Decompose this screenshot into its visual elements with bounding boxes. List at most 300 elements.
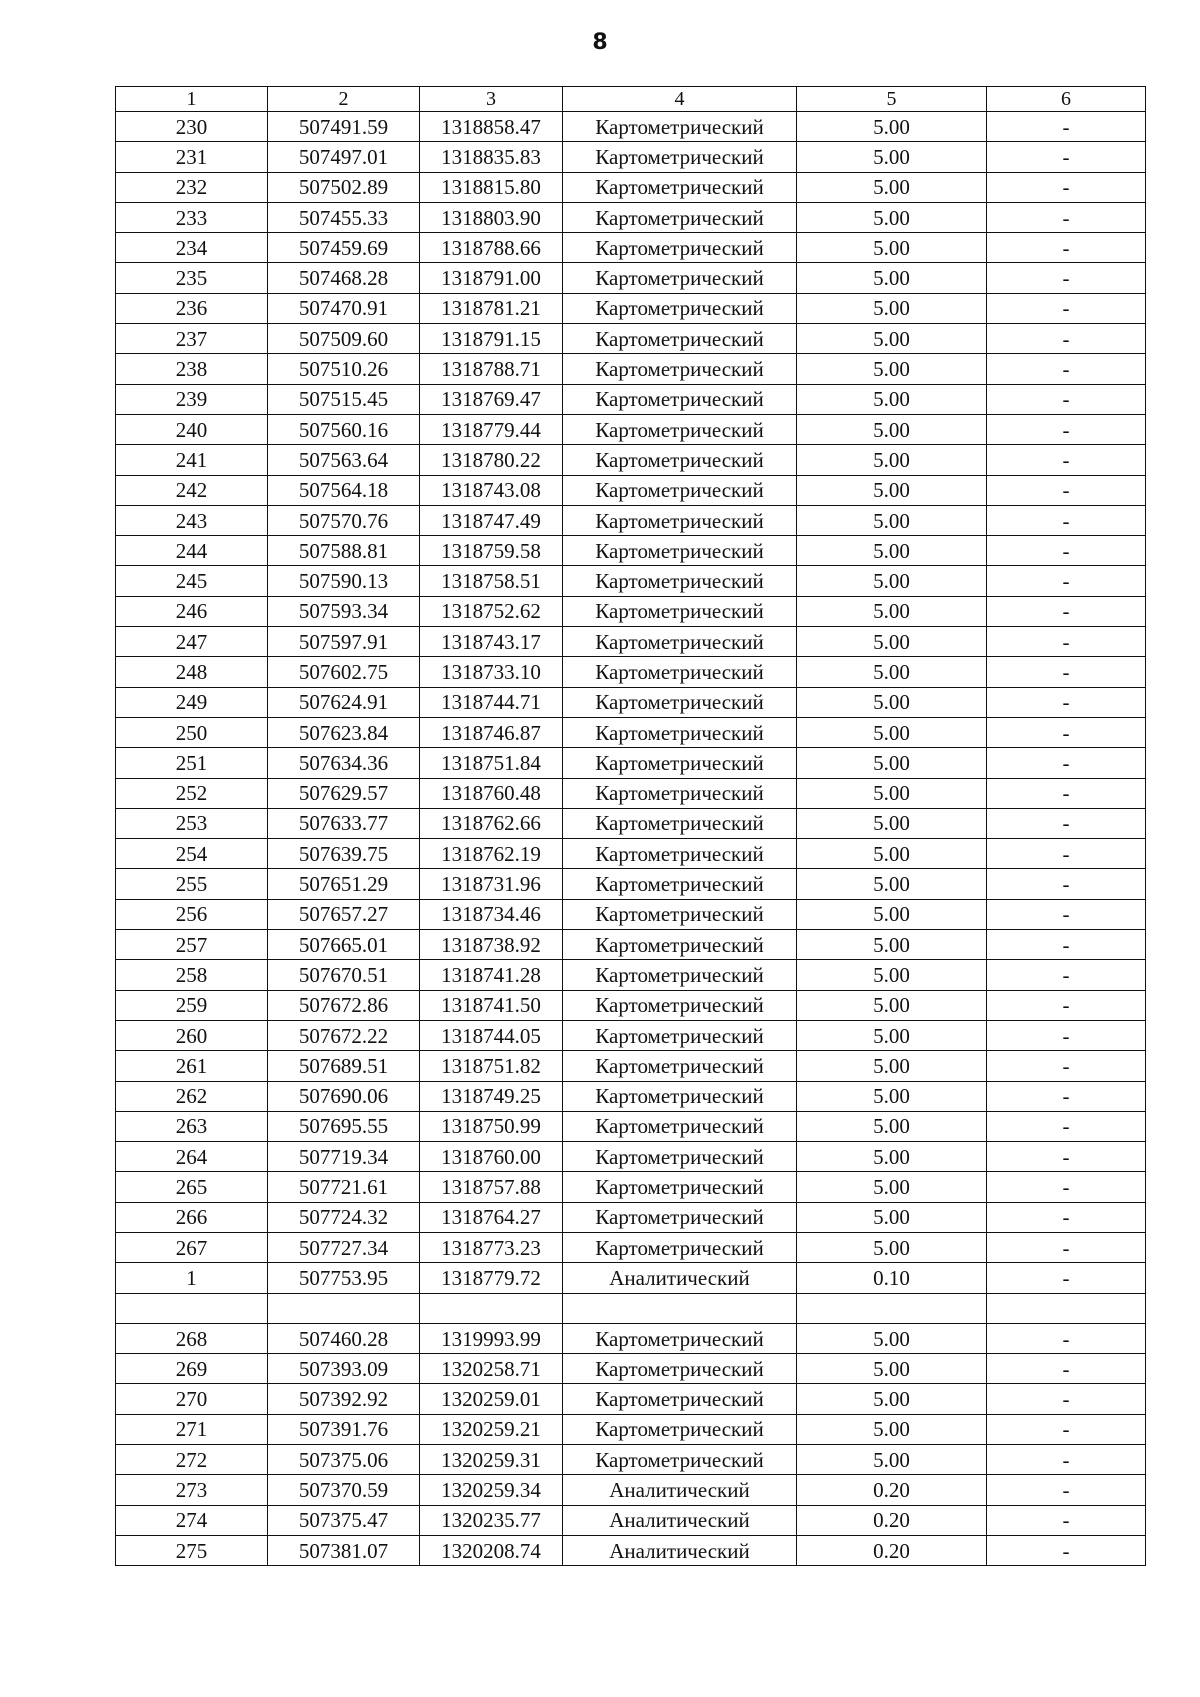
table-cell: Картометрический xyxy=(563,233,797,263)
table-cell: 507509.60 xyxy=(268,324,420,354)
table-cell: 507563.64 xyxy=(268,445,420,475)
table-row xyxy=(116,324,1146,354)
table-cell: 5.00 xyxy=(797,1081,987,1111)
table-cell: 5.00 xyxy=(797,324,987,354)
table-cell: 255 xyxy=(116,869,268,899)
column-header-3: 3 xyxy=(420,87,563,112)
table-cell: - xyxy=(987,324,1146,354)
table-cell: 1318760.00 xyxy=(420,1142,563,1172)
table-row xyxy=(116,960,1146,990)
table-cell: - xyxy=(987,990,1146,1020)
table-cell: Картометрический xyxy=(563,839,797,869)
table-cell: 507590.13 xyxy=(268,566,420,596)
table-cell: 0.20 xyxy=(797,1505,987,1535)
table-cell: 275 xyxy=(116,1535,268,1565)
table-cell xyxy=(420,1293,563,1323)
table-cell: - xyxy=(987,1445,1146,1475)
table-cell: 5.00 xyxy=(797,384,987,414)
table-cell: 0.20 xyxy=(797,1535,987,1565)
table-cell: 265 xyxy=(116,1172,268,1202)
table-cell: 257 xyxy=(116,930,268,960)
table-cell: 1318781.21 xyxy=(420,293,563,323)
table-cell: 241 xyxy=(116,445,268,475)
table-cell: Картометрический xyxy=(563,596,797,626)
table-cell: - xyxy=(987,1354,1146,1384)
table-cell: 507393.09 xyxy=(268,1354,420,1384)
table-cell: - xyxy=(987,687,1146,717)
table-cell: 243 xyxy=(116,505,268,535)
table-cell: Картометрический xyxy=(563,414,797,444)
table-row xyxy=(116,1202,1146,1232)
table-cell: 507375.06 xyxy=(268,1445,420,1475)
table-cell: - xyxy=(987,233,1146,263)
table-cell: Картометрический xyxy=(563,445,797,475)
table-cell: - xyxy=(987,505,1146,535)
table-cell: 1318762.19 xyxy=(420,839,563,869)
table-cell: 507629.57 xyxy=(268,778,420,808)
table-cell: Картометрический xyxy=(563,1051,797,1081)
table-cell: 1318788.66 xyxy=(420,233,563,263)
table-cell: 5.00 xyxy=(797,1445,987,1475)
table-cell: Аналитический xyxy=(563,1535,797,1565)
table-cell: 507468.28 xyxy=(268,263,420,293)
table-cell: - xyxy=(987,1051,1146,1081)
table-cell: - xyxy=(987,384,1146,414)
table-cell: - xyxy=(987,202,1146,232)
table-cell: 5.00 xyxy=(797,899,987,929)
table-row xyxy=(116,475,1146,505)
table-cell: 507460.28 xyxy=(268,1323,420,1353)
table-cell: 1318741.28 xyxy=(420,960,563,990)
table-cell: 507624.91 xyxy=(268,687,420,717)
table-cell: Картометрический xyxy=(563,505,797,535)
table-row xyxy=(116,536,1146,566)
table-cell: 1318780.22 xyxy=(420,445,563,475)
table-cell: 5.00 xyxy=(797,778,987,808)
table-cell: - xyxy=(987,172,1146,202)
table-cell: 5.00 xyxy=(797,293,987,323)
table-cell: 507497.01 xyxy=(268,142,420,172)
table-cell: Картометрический xyxy=(563,1323,797,1353)
table-cell: 507455.33 xyxy=(268,202,420,232)
table-cell: 1320208.74 xyxy=(420,1535,563,1565)
table-cell: 507560.16 xyxy=(268,414,420,444)
table-row xyxy=(116,172,1146,202)
table-cell: 507623.84 xyxy=(268,717,420,747)
table-cell: 5.00 xyxy=(797,1323,987,1353)
table-cell: - xyxy=(987,1172,1146,1202)
table-cell: - xyxy=(987,717,1146,747)
table-row xyxy=(116,414,1146,444)
table-cell: 5.00 xyxy=(797,505,987,535)
table-cell: 268 xyxy=(116,1323,268,1353)
table-cell: Картометрический xyxy=(563,475,797,505)
table-cell: 507375.47 xyxy=(268,1505,420,1535)
table-cell: 251 xyxy=(116,748,268,778)
table-cell: - xyxy=(987,808,1146,838)
table-cell: 507657.27 xyxy=(268,899,420,929)
table-cell: 1318779.72 xyxy=(420,1263,563,1293)
table-row xyxy=(116,142,1146,172)
table-cell: 1318773.23 xyxy=(420,1232,563,1262)
table-cell: 507689.51 xyxy=(268,1051,420,1081)
table-cell: 507381.07 xyxy=(268,1535,420,1565)
table-row xyxy=(116,233,1146,263)
table-cell: 1318744.71 xyxy=(420,687,563,717)
table-cell: 245 xyxy=(116,566,268,596)
table-row xyxy=(116,566,1146,596)
column-header-6: 6 xyxy=(987,87,1146,112)
table-cell: - xyxy=(987,112,1146,142)
table-cell: 250 xyxy=(116,717,268,747)
table-cell: Картометрический xyxy=(563,960,797,990)
table-cell: Картометрический xyxy=(563,990,797,1020)
table-cell: 507695.55 xyxy=(268,1111,420,1141)
table-row xyxy=(116,657,1146,687)
table-row xyxy=(116,1020,1146,1050)
table-cell: 263 xyxy=(116,1111,268,1141)
table-cell: 507502.89 xyxy=(268,172,420,202)
table-cell: 1318769.47 xyxy=(420,384,563,414)
table-cell: 5.00 xyxy=(797,1414,987,1444)
table-cell: - xyxy=(987,1263,1146,1293)
table-cell: 1318788.71 xyxy=(420,354,563,384)
table-cell: - xyxy=(987,1414,1146,1444)
table-cell: 253 xyxy=(116,808,268,838)
table-cell: 269 xyxy=(116,1354,268,1384)
table-row xyxy=(116,1535,1146,1565)
table-body xyxy=(116,112,1146,1566)
table-cell: Картометрический xyxy=(563,687,797,717)
table-cell: Картометрический xyxy=(563,536,797,566)
table-cell: Картометрический xyxy=(563,354,797,384)
table-row xyxy=(116,687,1146,717)
table-cell: Картометрический xyxy=(563,1414,797,1444)
table-row xyxy=(116,1505,1146,1535)
table-cell: 507672.86 xyxy=(268,990,420,1020)
table-cell: - xyxy=(987,1142,1146,1172)
table-cell: 5.00 xyxy=(797,657,987,687)
table-cell: 5.00 xyxy=(797,263,987,293)
table-cell: 1318803.90 xyxy=(420,202,563,232)
table-cell: Картометрический xyxy=(563,930,797,960)
table-cell: 507510.26 xyxy=(268,354,420,384)
table-cell: 1318731.96 xyxy=(420,869,563,899)
table-cell: Картометрический xyxy=(563,1111,797,1141)
table-row xyxy=(116,505,1146,535)
table-cell: 266 xyxy=(116,1202,268,1232)
table-cell xyxy=(797,1293,987,1323)
table-header-row xyxy=(116,87,1146,112)
table-cell: Картометрический xyxy=(563,566,797,596)
table-cell: - xyxy=(987,930,1146,960)
table-cell: - xyxy=(987,263,1146,293)
table-cell: - xyxy=(987,1202,1146,1232)
table-cell xyxy=(268,1293,420,1323)
column-header-4: 4 xyxy=(563,87,797,112)
table-cell: 1318791.00 xyxy=(420,263,563,293)
table-cell: 5.00 xyxy=(797,1172,987,1202)
table-cell: - xyxy=(987,657,1146,687)
table-cell: 507670.51 xyxy=(268,960,420,990)
table-cell: 1318743.17 xyxy=(420,627,563,657)
table-cell: 507633.77 xyxy=(268,808,420,838)
table-row xyxy=(116,1354,1146,1384)
table-row xyxy=(116,596,1146,626)
table-cell: 1318738.92 xyxy=(420,930,563,960)
table-row xyxy=(116,1172,1146,1202)
table-cell: - xyxy=(987,445,1146,475)
table-cell: 1318747.49 xyxy=(420,505,563,535)
table-row xyxy=(116,1111,1146,1141)
table-row xyxy=(116,112,1146,142)
table-cell: Картометрический xyxy=(563,1202,797,1232)
table-cell: 1318744.05 xyxy=(420,1020,563,1050)
table-cell: - xyxy=(987,1020,1146,1050)
table-cell: 1320259.34 xyxy=(420,1475,563,1505)
table-cell: 507588.81 xyxy=(268,536,420,566)
table-cell: - xyxy=(987,899,1146,929)
table-row xyxy=(116,1384,1146,1414)
table-row xyxy=(116,202,1146,232)
table-cell: 238 xyxy=(116,354,268,384)
table-cell: 252 xyxy=(116,778,268,808)
table-cell: Картометрический xyxy=(563,657,797,687)
table-cell: - xyxy=(987,960,1146,990)
table-cell: Картометрический xyxy=(563,808,797,838)
table-cell: 5.00 xyxy=(797,1232,987,1262)
table-cell: 261 xyxy=(116,1051,268,1081)
table-cell: 5.00 xyxy=(797,112,987,142)
table-cell: - xyxy=(987,1384,1146,1414)
table-cell: 240 xyxy=(116,414,268,444)
table-cell: 507470.91 xyxy=(268,293,420,323)
table-cell: 5.00 xyxy=(797,930,987,960)
table-cell: 1320259.31 xyxy=(420,1445,563,1475)
table-row xyxy=(116,293,1146,323)
table-cell: - xyxy=(987,354,1146,384)
table-cell: 507597.91 xyxy=(268,627,420,657)
table-cell: 1320235.77 xyxy=(420,1505,563,1535)
table-cell: 5.00 xyxy=(797,990,987,1020)
table-cell: 272 xyxy=(116,1445,268,1475)
table-cell: Картометрический xyxy=(563,142,797,172)
table-cell: 237 xyxy=(116,324,268,354)
page-number: 8 xyxy=(592,30,608,55)
table-cell: 507753.95 xyxy=(268,1263,420,1293)
table-cell: 274 xyxy=(116,1505,268,1535)
table-cell: 1318752.62 xyxy=(420,596,563,626)
table-cell: - xyxy=(987,1111,1146,1141)
table-cell: 5.00 xyxy=(797,717,987,747)
table-cell: 1318764.27 xyxy=(420,1202,563,1232)
table-cell: Картометрический xyxy=(563,1384,797,1414)
table-cell: Аналитический xyxy=(563,1475,797,1505)
table-row xyxy=(116,354,1146,384)
table-cell: 267 xyxy=(116,1232,268,1262)
table-cell: 507570.76 xyxy=(268,505,420,535)
table-cell: 507719.34 xyxy=(268,1142,420,1172)
table-cell: 1318746.87 xyxy=(420,717,563,747)
table-cell: 254 xyxy=(116,839,268,869)
table-cell: 1318733.10 xyxy=(420,657,563,687)
table-row xyxy=(116,1142,1146,1172)
table-cell: 1319993.99 xyxy=(420,1323,563,1353)
table-cell: 5.00 xyxy=(797,566,987,596)
table-cell: 5.00 xyxy=(797,142,987,172)
table-cell: 507634.36 xyxy=(268,748,420,778)
table-cell: 264 xyxy=(116,1142,268,1172)
table-cell: 256 xyxy=(116,899,268,929)
table-cell: 1320259.21 xyxy=(420,1414,563,1444)
table-cell: Картометрический xyxy=(563,899,797,929)
table-cell: Картометрический xyxy=(563,1142,797,1172)
table-cell: - xyxy=(987,839,1146,869)
table-row xyxy=(116,1051,1146,1081)
table-cell: 5.00 xyxy=(797,839,987,869)
column-header-5: 5 xyxy=(797,87,987,112)
table-cell: Картометрический xyxy=(563,627,797,657)
table-cell: - xyxy=(987,1505,1146,1535)
table-row xyxy=(116,930,1146,960)
table-cell: 0.20 xyxy=(797,1475,987,1505)
table-cell: 5.00 xyxy=(797,1111,987,1141)
table-cell: 244 xyxy=(116,536,268,566)
table-row xyxy=(116,1263,1146,1293)
table-cell: Картометрический xyxy=(563,1020,797,1050)
table-cell: Картометрический xyxy=(563,717,797,747)
table-cell: 1318751.82 xyxy=(420,1051,563,1081)
table-cell: 507391.76 xyxy=(268,1414,420,1444)
table-cell: Картометрический xyxy=(563,869,797,899)
table-cell: 1318760.48 xyxy=(420,778,563,808)
table-cell: 1318741.50 xyxy=(420,990,563,1020)
table-cell: Картометрический xyxy=(563,324,797,354)
table-row xyxy=(116,1081,1146,1111)
table-cell: 1320259.01 xyxy=(420,1384,563,1414)
table-row xyxy=(116,1232,1146,1262)
table-cell: 242 xyxy=(116,475,268,505)
table-cell: 249 xyxy=(116,687,268,717)
table-cell: 1318858.47 xyxy=(420,112,563,142)
table-cell: 232 xyxy=(116,172,268,202)
table-cell: 5.00 xyxy=(797,1051,987,1081)
table-cell: 507651.29 xyxy=(268,869,420,899)
table-cell: - xyxy=(987,748,1146,778)
table-cell: 507724.32 xyxy=(268,1202,420,1232)
table-row xyxy=(116,869,1146,899)
table-row xyxy=(116,839,1146,869)
table-cell: 230 xyxy=(116,112,268,142)
table-cell: Картометрический xyxy=(563,1172,797,1202)
table-cell: 5.00 xyxy=(797,1384,987,1414)
column-header-1: 1 xyxy=(116,87,268,112)
table-cell: 5.00 xyxy=(797,202,987,232)
table-cell: 258 xyxy=(116,960,268,990)
table-cell: 1318743.08 xyxy=(420,475,563,505)
table-cell: 270 xyxy=(116,1384,268,1414)
table-cell: 1 xyxy=(116,1263,268,1293)
table-cell: 1318759.58 xyxy=(420,536,563,566)
table-cell: 5.00 xyxy=(797,354,987,384)
table-cell: - xyxy=(987,1475,1146,1505)
table-cell: 507491.59 xyxy=(268,112,420,142)
table-row xyxy=(116,1445,1146,1475)
table-cell: Картометрический xyxy=(563,293,797,323)
table-cell: 235 xyxy=(116,263,268,293)
table-cell: 1318750.99 xyxy=(420,1111,563,1141)
table-row xyxy=(116,990,1146,1020)
table-cell: 5.00 xyxy=(797,808,987,838)
table-cell: 5.00 xyxy=(797,233,987,263)
table-cell: Картометрический xyxy=(563,384,797,414)
table-cell: 236 xyxy=(116,293,268,323)
table-cell: 5.00 xyxy=(797,869,987,899)
table-cell: 5.00 xyxy=(797,960,987,990)
table-cell: 1320258.71 xyxy=(420,1354,563,1384)
table-cell: Картометрический xyxy=(563,112,797,142)
table-cell: 262 xyxy=(116,1081,268,1111)
table-cell: 1318791.15 xyxy=(420,324,563,354)
table-cell xyxy=(987,1293,1146,1323)
table-cell: 507602.75 xyxy=(268,657,420,687)
table-cell: 1318758.51 xyxy=(420,566,563,596)
table-cell: 1318751.84 xyxy=(420,748,563,778)
table-cell: 239 xyxy=(116,384,268,414)
table-cell: 5.00 xyxy=(797,627,987,657)
table-cell: 507690.06 xyxy=(268,1081,420,1111)
table-cell: 5.00 xyxy=(797,414,987,444)
table-cell: 246 xyxy=(116,596,268,626)
table-row xyxy=(116,445,1146,475)
table-cell: - xyxy=(987,566,1146,596)
table-cell: 247 xyxy=(116,627,268,657)
table-cell: - xyxy=(987,1323,1146,1353)
table-cell: - xyxy=(987,536,1146,566)
table-cell: 5.00 xyxy=(797,1020,987,1050)
table-cell: 234 xyxy=(116,233,268,263)
table-cell: 5.00 xyxy=(797,748,987,778)
table-cell: Аналитический xyxy=(563,1263,797,1293)
table-cell: Картометрический xyxy=(563,778,797,808)
table-cell: Картометрический xyxy=(563,172,797,202)
table-row xyxy=(116,717,1146,747)
table-cell: - xyxy=(987,1081,1146,1111)
table-row xyxy=(116,627,1146,657)
table-row xyxy=(116,1475,1146,1505)
table-cell xyxy=(116,1293,268,1323)
table-cell: 231 xyxy=(116,142,268,172)
table-row xyxy=(116,1323,1146,1353)
table-cell: 507564.18 xyxy=(268,475,420,505)
table-cell: Картометрический xyxy=(563,748,797,778)
table-cell: 5.00 xyxy=(797,687,987,717)
table-cell: 5.00 xyxy=(797,445,987,475)
table-cell: 248 xyxy=(116,657,268,687)
column-header-2: 2 xyxy=(268,87,420,112)
table-cell: Аналитический xyxy=(563,1505,797,1535)
table-cell: - xyxy=(987,778,1146,808)
table-cell: 273 xyxy=(116,1475,268,1505)
table-cell: 0.10 xyxy=(797,1263,987,1293)
table-cell: 1318762.66 xyxy=(420,808,563,838)
table-cell: Картометрический xyxy=(563,263,797,293)
table-cell: - xyxy=(987,869,1146,899)
table-cell: 1318734.46 xyxy=(420,899,563,929)
table-cell: 507672.22 xyxy=(268,1020,420,1050)
table-cell: Картометрический xyxy=(563,202,797,232)
table-cell: Картометрический xyxy=(563,1081,797,1111)
